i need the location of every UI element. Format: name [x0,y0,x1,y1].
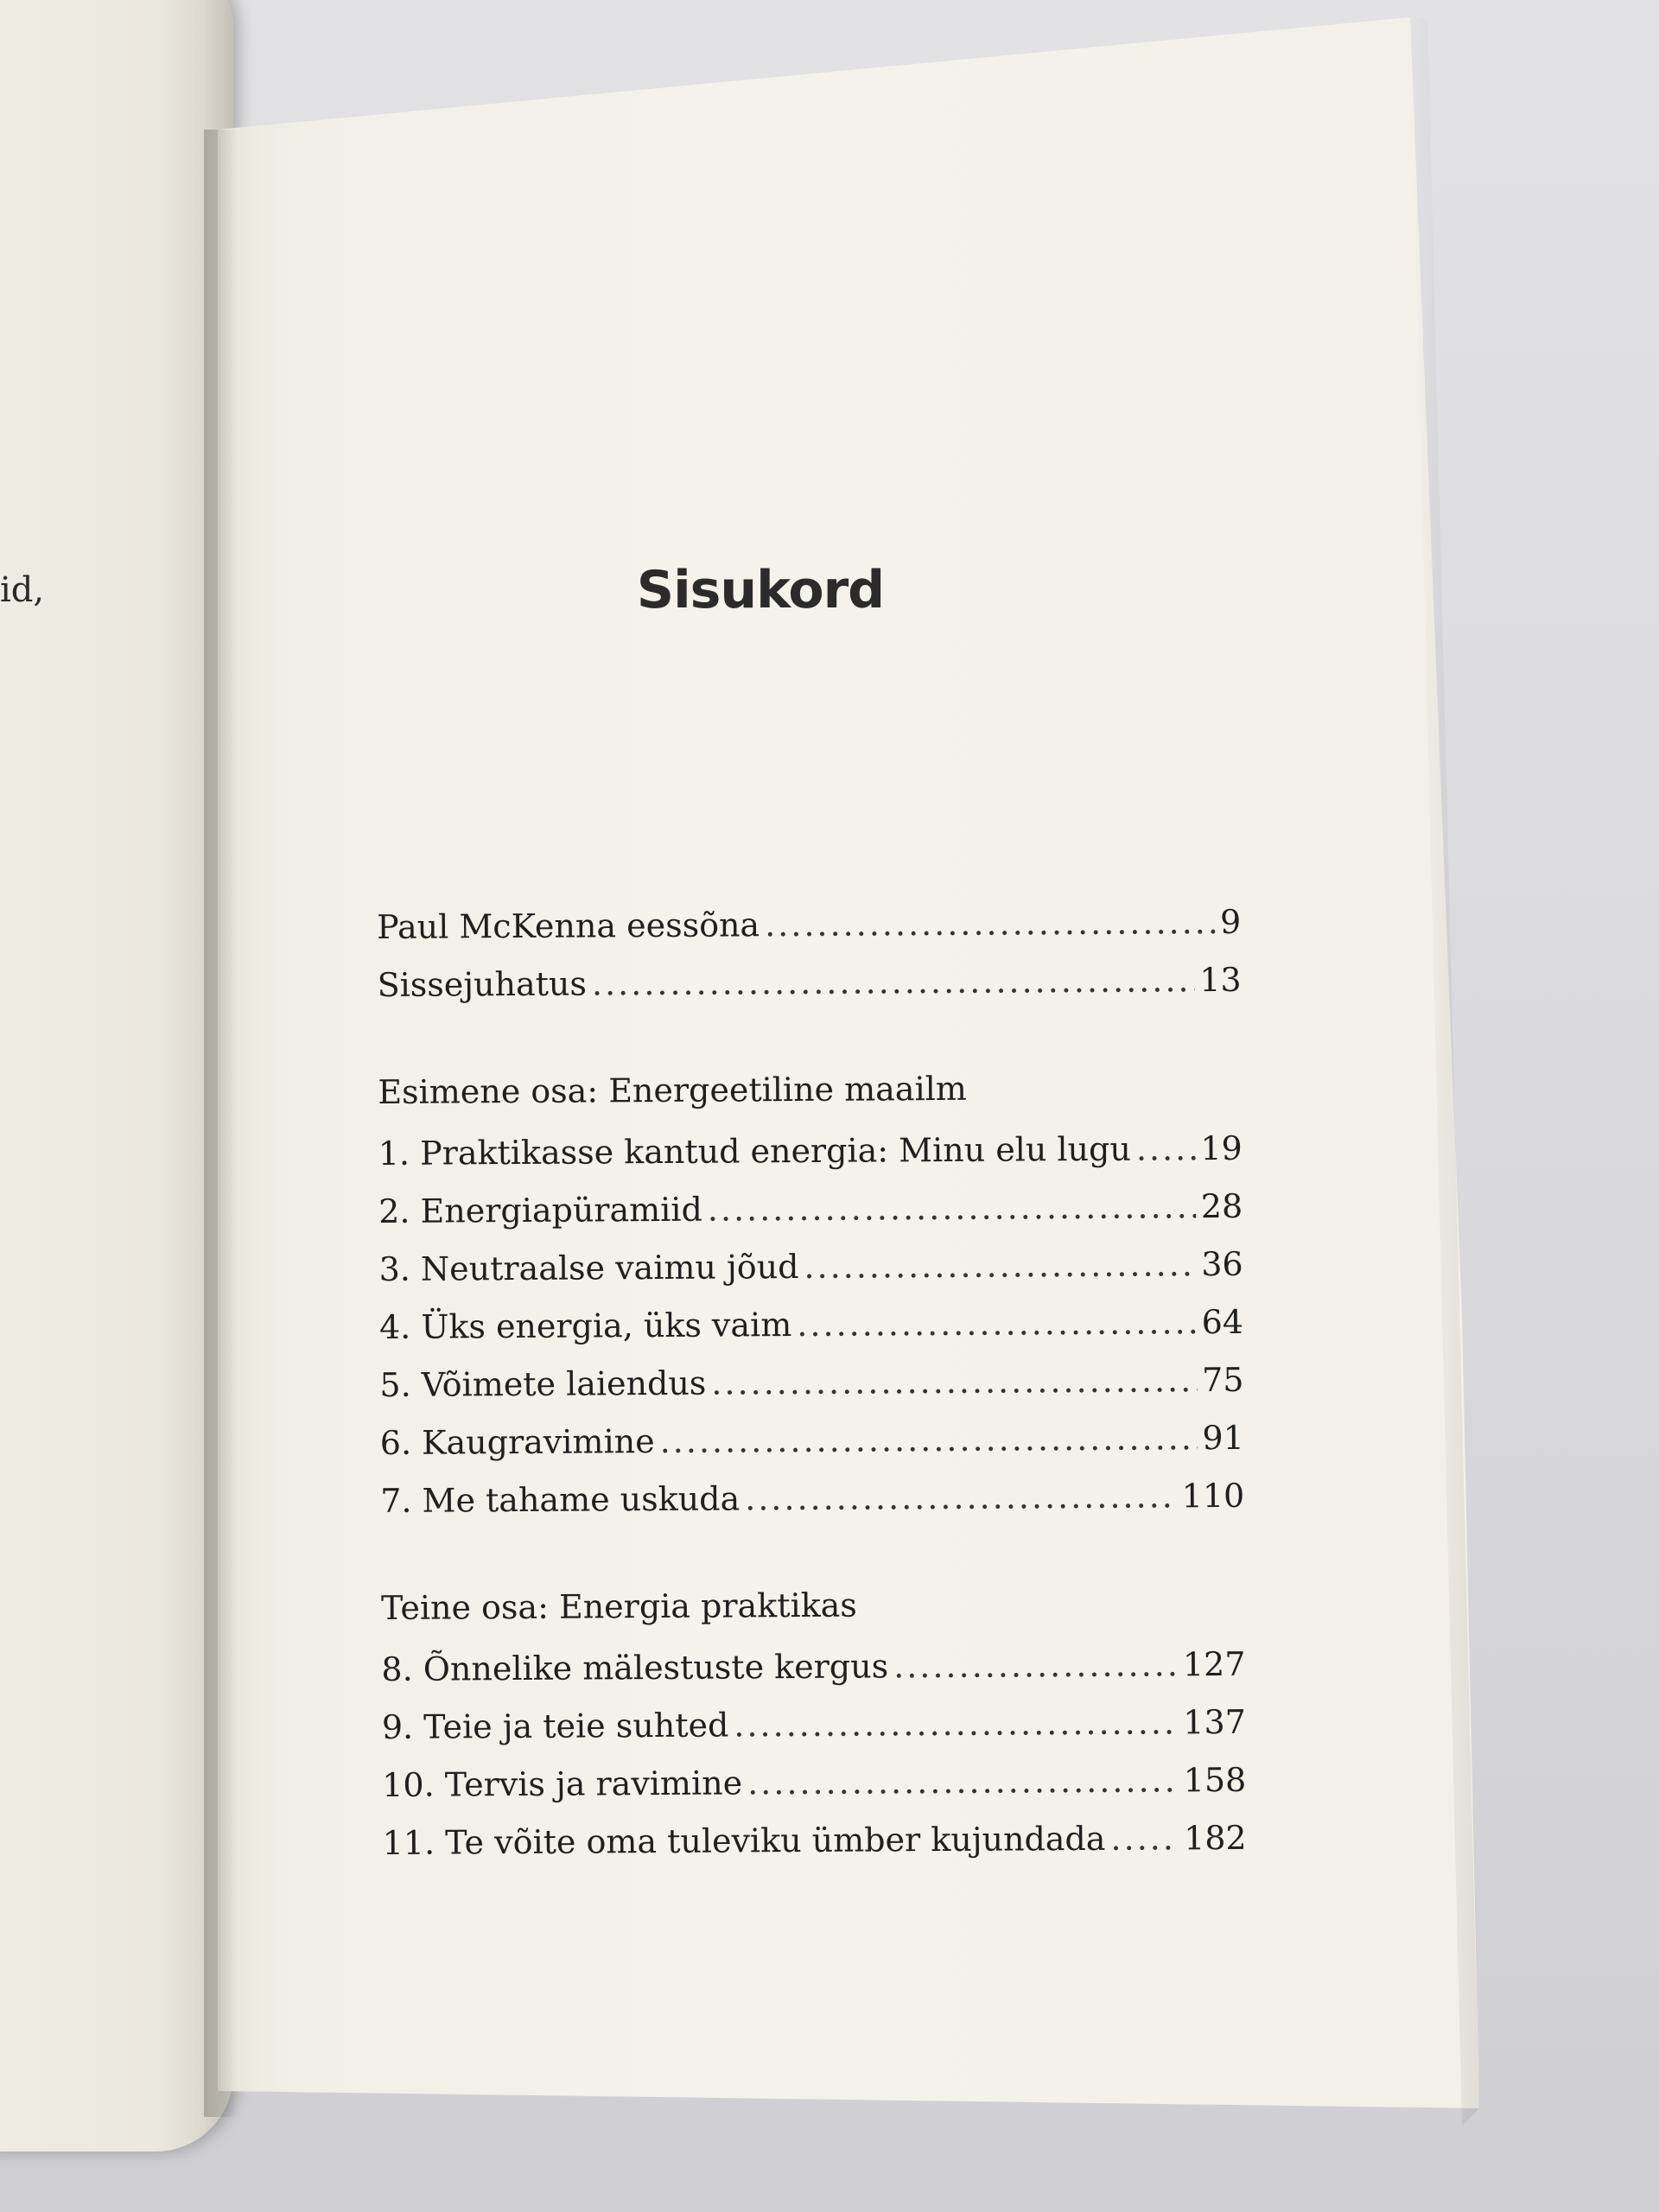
toc-entry-page: 28 [1200,1186,1243,1226]
part-one-heading: Esimene osa: Energeetiline maailm [378,1069,967,1111]
dot-leader [747,1751,1179,1812]
dot-leader [804,1236,1196,1296]
toc-entry-label: 10. Tervis ja ravimine [382,1764,743,1804]
toc-entry-page: 75 [1201,1360,1244,1400]
toc-entry-label: 2. Energiapüramiid [378,1190,702,1230]
toc-entry-label: 9. Teie ja teie suhted [381,1706,729,1746]
table-of-contents [377,893,1247,1872]
toc-entry-label: 6. Kaugravimine [379,1422,655,1462]
toc-entry-label: 5. Võimete laiendus [379,1363,707,1404]
toc-entry-page: 182 [1183,1818,1247,1858]
dot-leader [659,1409,1197,1471]
toc-entry-page: 91 [1202,1418,1244,1458]
toc-entry-chapter-11 [382,1809,1246,1872]
toc-entry-label: 4. Üks energia, üks vaim [378,1306,792,1346]
dot-leader [1136,1120,1196,1178]
toc-entry-page: 158 [1183,1760,1247,1800]
section-spacer [378,1009,1242,1066]
left-page-text-fragment: id, [0,570,45,610]
dot-leader [797,1294,1197,1354]
toc-entry-chapter-4 [379,1294,1243,1357]
toc-entry-page: 9 [1219,902,1242,942]
page-title: Sisukord [636,560,885,620]
toc-entry-chapter-5 [379,1351,1243,1414]
toc-entry-chapter-7 [380,1467,1244,1530]
toc-entry-label: 1. Praktikasse kantud energia: Minu elu lugu [378,1129,1131,1173]
toc-entry-chapter-10 [382,1751,1246,1815]
book-gutter-shadow [204,130,238,2117]
toc-entry-chapter-8 [381,1636,1245,1699]
dot-leader [893,1636,1178,1695]
dot-leader [711,1351,1197,1412]
dot-leader [1110,1809,1179,1867]
toc-entry-label: Paul McKenna eessõna [377,906,760,946]
toc-entry-page: 64 [1201,1302,1244,1342]
toc-entry-label: 8. Õnnelike mälestuste kergus [381,1647,889,1688]
dot-leader [708,1178,1196,1238]
toc-entry-label: 7. Me tahame uskuda [380,1479,741,1520]
part-two-heading: Teine osa: Energia praktikas [380,1586,857,1627]
toc-entry-chapter-2 [378,1178,1243,1241]
toc-entry-page: 127 [1182,1644,1246,1684]
toc-entry-page: 137 [1183,1702,1246,1742]
toc-entry-chapter-3 [378,1236,1243,1299]
dot-leader [592,951,1195,1013]
toc-entry-introduction [377,951,1241,1014]
section-spacer [380,1525,1244,1582]
dot-leader [734,1694,1178,1754]
toc-entry-chapter-9 [382,1694,1246,1757]
toc-entry-label: Sissejuhatus [377,964,588,1004]
dot-leader [765,893,1215,954]
toc-entry-page: 110 [1181,1476,1245,1516]
toc-entry-foreword [377,893,1241,957]
toc-entry-label: 11. Te võite oma tuleviku ümber kujundada [382,1819,1106,1862]
left-page [0,0,233,2152]
toc-entry-page: 36 [1201,1244,1243,1284]
toc-entry-chapter-6 [380,1409,1244,1472]
toc-entry-page: 19 [1200,1128,1243,1168]
toc-entry-chapter-1 [378,1120,1243,1183]
toc-entry-label: 3. Neutraalse vaimu jõud [378,1248,799,1288]
toc-entry-page: 13 [1199,960,1242,1000]
dot-leader [745,1467,1177,1528]
